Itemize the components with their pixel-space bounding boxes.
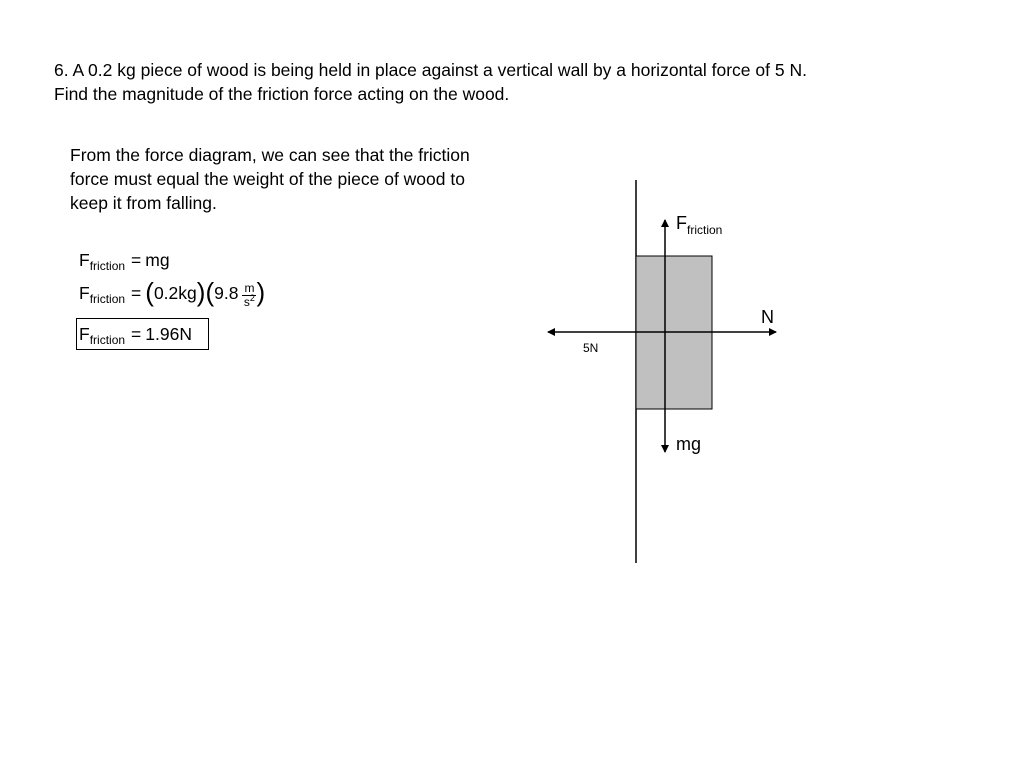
- applied-force-label: 5N: [583, 341, 599, 355]
- normal-force-label: N: [761, 307, 774, 327]
- friction-label: $F_{friction}$: [676, 213, 723, 237]
- units-fraction: $\frac{m}{s^2}$: [243, 281, 255, 309]
- problem-line-1: 6. A 0.2 kg piece of wood is being held in place against a vertical wall by a horizontal force of 5 N.: [54, 60, 807, 80]
- problem-line-2: Find the magnitude of the friction force acting on the wood.: [54, 84, 510, 104]
- weight-label: mg: [676, 434, 702, 454]
- equation-1: $F_{friction}$ = mg: [79, 250, 170, 273]
- equation-3-boxed-answer: $F_{friction} = 1.96N$: [76, 318, 209, 350]
- explanation-text: From the force diagram, we can see that the friction force must equal the weight of the piece of wood to keep it from falling.: [70, 145, 470, 213]
- equation-2: $F_{friction} = (0.2kg)(9.8$ $\frac{m}{s^2}$ ): [79, 277, 266, 309]
